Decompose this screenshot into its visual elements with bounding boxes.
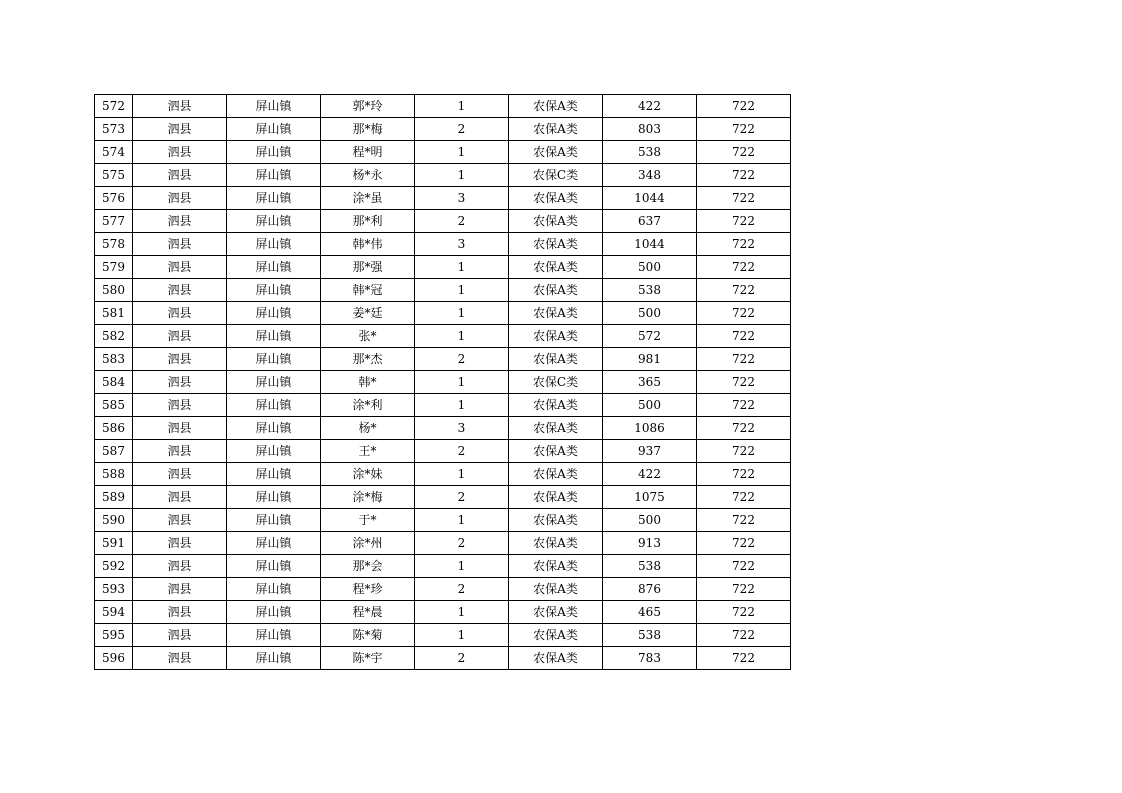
household-count-cell: 1 xyxy=(415,509,509,532)
value-cell: 722 xyxy=(697,371,791,394)
household-count-cell: 2 xyxy=(415,532,509,555)
value-cell: 722 xyxy=(697,624,791,647)
category-cell: 农保A类 xyxy=(509,509,603,532)
household-count-cell: 1 xyxy=(415,141,509,164)
row-number-cell: 579 xyxy=(95,256,133,279)
table-row xyxy=(95,233,791,256)
county-cell: 泗县 xyxy=(133,647,227,670)
category-cell: 农保A类 xyxy=(509,440,603,463)
town-cell: 屏山镇 xyxy=(227,417,321,440)
row-number-cell: 585 xyxy=(95,394,133,417)
table-row xyxy=(95,440,791,463)
county-cell: 泗县 xyxy=(133,233,227,256)
row-number-cell: 589 xyxy=(95,486,133,509)
county-cell: 泗县 xyxy=(133,302,227,325)
row-number-cell: 588 xyxy=(95,463,133,486)
name-cell: 韩* xyxy=(321,371,415,394)
value-cell: 722 xyxy=(697,118,791,141)
amount-cell: 422 xyxy=(603,95,697,118)
value-cell: 722 xyxy=(697,210,791,233)
row-number-cell: 583 xyxy=(95,348,133,371)
town-cell: 屏山镇 xyxy=(227,601,321,624)
household-count-cell: 1 xyxy=(415,302,509,325)
table-row xyxy=(95,256,791,279)
town-cell: 屏山镇 xyxy=(227,624,321,647)
amount-cell: 465 xyxy=(603,601,697,624)
value-cell: 722 xyxy=(697,601,791,624)
category-cell: 农保A类 xyxy=(509,325,603,348)
town-cell: 屏山镇 xyxy=(227,279,321,302)
amount-cell: 500 xyxy=(603,302,697,325)
category-cell: 农保A类 xyxy=(509,394,603,417)
town-cell: 屏山镇 xyxy=(227,440,321,463)
household-count-cell: 3 xyxy=(415,187,509,210)
household-count-cell: 2 xyxy=(415,578,509,601)
name-cell: 涂*利 xyxy=(321,394,415,417)
category-cell: 农保A类 xyxy=(509,463,603,486)
county-cell: 泗县 xyxy=(133,624,227,647)
household-count-cell: 1 xyxy=(415,279,509,302)
town-cell: 屏山镇 xyxy=(227,647,321,670)
county-cell: 泗县 xyxy=(133,95,227,118)
row-number-cell: 572 xyxy=(95,95,133,118)
name-cell: 那*会 xyxy=(321,555,415,578)
town-cell: 屏山镇 xyxy=(227,578,321,601)
table-row xyxy=(95,325,791,348)
town-cell: 屏山镇 xyxy=(227,509,321,532)
category-cell: 农保C类 xyxy=(509,371,603,394)
household-count-cell: 1 xyxy=(415,371,509,394)
name-cell: 郭*玲 xyxy=(321,95,415,118)
name-cell: 杨*永 xyxy=(321,164,415,187)
value-cell: 722 xyxy=(697,463,791,486)
name-cell: 杨* xyxy=(321,417,415,440)
row-number-cell: 595 xyxy=(95,624,133,647)
amount-cell: 1044 xyxy=(603,233,697,256)
county-cell: 泗县 xyxy=(133,601,227,624)
county-cell: 泗县 xyxy=(133,279,227,302)
name-cell: 姜*廷 xyxy=(321,302,415,325)
amount-cell: 937 xyxy=(603,440,697,463)
town-cell: 屏山镇 xyxy=(227,486,321,509)
category-cell: 农保A类 xyxy=(509,256,603,279)
name-cell: 涂*虽 xyxy=(321,187,415,210)
category-cell: 农保A类 xyxy=(509,302,603,325)
county-cell: 泗县 xyxy=(133,210,227,233)
name-cell: 涂*州 xyxy=(321,532,415,555)
household-count-cell: 2 xyxy=(415,647,509,670)
category-cell: 农保A类 xyxy=(509,187,603,210)
name-cell: 那*杰 xyxy=(321,348,415,371)
household-count-cell: 1 xyxy=(415,601,509,624)
value-cell: 722 xyxy=(697,164,791,187)
county-cell: 泗县 xyxy=(133,256,227,279)
amount-cell: 783 xyxy=(603,647,697,670)
amount-cell: 572 xyxy=(603,325,697,348)
household-count-cell: 1 xyxy=(415,555,509,578)
amount-cell: 913 xyxy=(603,532,697,555)
value-cell: 722 xyxy=(697,486,791,509)
table-row xyxy=(95,532,791,555)
row-number-cell: 578 xyxy=(95,233,133,256)
row-number-cell: 586 xyxy=(95,417,133,440)
town-cell: 屏山镇 xyxy=(227,463,321,486)
county-cell: 泗县 xyxy=(133,348,227,371)
value-cell: 722 xyxy=(697,440,791,463)
household-count-cell: 1 xyxy=(415,95,509,118)
row-number-cell: 587 xyxy=(95,440,133,463)
amount-cell: 365 xyxy=(603,371,697,394)
amount-cell: 348 xyxy=(603,164,697,187)
town-cell: 屏山镇 xyxy=(227,141,321,164)
town-cell: 屏山镇 xyxy=(227,555,321,578)
value-cell: 722 xyxy=(697,394,791,417)
value-cell: 722 xyxy=(697,233,791,256)
category-cell: 农保A类 xyxy=(509,210,603,233)
amount-cell: 637 xyxy=(603,210,697,233)
category-cell: 农保C类 xyxy=(509,164,603,187)
category-cell: 农保A类 xyxy=(509,233,603,256)
county-cell: 泗县 xyxy=(133,486,227,509)
household-count-cell: 2 xyxy=(415,118,509,141)
household-count-cell: 1 xyxy=(415,256,509,279)
value-cell: 722 xyxy=(697,647,791,670)
town-cell: 屏山镇 xyxy=(227,348,321,371)
category-cell: 农保A类 xyxy=(509,601,603,624)
row-number-cell: 584 xyxy=(95,371,133,394)
category-cell: 农保A类 xyxy=(509,647,603,670)
table-row xyxy=(95,601,791,624)
value-cell: 722 xyxy=(697,95,791,118)
row-number-cell: 591 xyxy=(95,532,133,555)
name-cell: 于* xyxy=(321,509,415,532)
row-number-cell: 594 xyxy=(95,601,133,624)
town-cell: 屏山镇 xyxy=(227,371,321,394)
name-cell: 陈*菊 xyxy=(321,624,415,647)
category-cell: 农保A类 xyxy=(509,624,603,647)
row-number-cell: 593 xyxy=(95,578,133,601)
county-cell: 泗县 xyxy=(133,440,227,463)
county-cell: 泗县 xyxy=(133,417,227,440)
table-row xyxy=(95,463,791,486)
row-number-cell: 577 xyxy=(95,210,133,233)
value-cell: 722 xyxy=(697,417,791,440)
category-cell: 农保A类 xyxy=(509,532,603,555)
name-cell: 涂*梅 xyxy=(321,486,415,509)
amount-cell: 422 xyxy=(603,463,697,486)
town-cell: 屏山镇 xyxy=(227,532,321,555)
row-number-cell: 596 xyxy=(95,647,133,670)
value-cell: 722 xyxy=(697,325,791,348)
table-row xyxy=(95,95,791,118)
amount-cell: 538 xyxy=(603,624,697,647)
county-cell: 泗县 xyxy=(133,141,227,164)
value-cell: 722 xyxy=(697,279,791,302)
value-cell: 722 xyxy=(697,578,791,601)
name-cell: 程*珍 xyxy=(321,578,415,601)
county-cell: 泗县 xyxy=(133,164,227,187)
category-cell: 农保A类 xyxy=(509,348,603,371)
name-cell: 程*明 xyxy=(321,141,415,164)
county-cell: 泗县 xyxy=(133,578,227,601)
household-count-cell: 3 xyxy=(415,417,509,440)
household-count-cell: 2 xyxy=(415,348,509,371)
county-cell: 泗县 xyxy=(133,394,227,417)
county-cell: 泗县 xyxy=(133,118,227,141)
household-count-cell: 2 xyxy=(415,440,509,463)
table-row xyxy=(95,394,791,417)
value-cell: 722 xyxy=(697,348,791,371)
household-count-cell: 1 xyxy=(415,164,509,187)
value-cell: 722 xyxy=(697,302,791,325)
row-number-cell: 576 xyxy=(95,187,133,210)
table-row xyxy=(95,164,791,187)
name-cell: 涂*妹 xyxy=(321,463,415,486)
town-cell: 屏山镇 xyxy=(227,187,321,210)
table-row xyxy=(95,348,791,371)
table-row xyxy=(95,624,791,647)
amount-cell: 538 xyxy=(603,279,697,302)
table-row xyxy=(95,647,791,670)
table-row xyxy=(95,210,791,233)
county-cell: 泗县 xyxy=(133,187,227,210)
table-row xyxy=(95,141,791,164)
county-cell: 泗县 xyxy=(133,532,227,555)
name-cell: 那*利 xyxy=(321,210,415,233)
category-cell: 农保A类 xyxy=(509,279,603,302)
table-row xyxy=(95,417,791,440)
value-cell: 722 xyxy=(697,256,791,279)
row-number-cell: 592 xyxy=(95,555,133,578)
table-row xyxy=(95,302,791,325)
town-cell: 屏山镇 xyxy=(227,233,321,256)
value-cell: 722 xyxy=(697,532,791,555)
household-count-cell: 2 xyxy=(415,210,509,233)
table-row xyxy=(95,371,791,394)
amount-cell: 1086 xyxy=(603,417,697,440)
name-cell: 那*梅 xyxy=(321,118,415,141)
table-row xyxy=(95,187,791,210)
row-number-cell: 590 xyxy=(95,509,133,532)
household-count-cell: 3 xyxy=(415,233,509,256)
household-count-cell: 1 xyxy=(415,463,509,486)
table-row xyxy=(95,509,791,532)
value-cell: 722 xyxy=(697,187,791,210)
county-cell: 泗县 xyxy=(133,509,227,532)
table-row xyxy=(95,555,791,578)
amount-cell: 981 xyxy=(603,348,697,371)
town-cell: 屏山镇 xyxy=(227,118,321,141)
county-cell: 泗县 xyxy=(133,463,227,486)
household-count-cell: 2 xyxy=(415,486,509,509)
table-body xyxy=(95,95,791,670)
row-number-cell: 581 xyxy=(95,302,133,325)
name-cell: 韩*伟 xyxy=(321,233,415,256)
table-row xyxy=(95,486,791,509)
value-cell: 722 xyxy=(697,509,791,532)
town-cell: 屏山镇 xyxy=(227,95,321,118)
town-cell: 屏山镇 xyxy=(227,302,321,325)
table-row xyxy=(95,118,791,141)
name-cell: 韩*冠 xyxy=(321,279,415,302)
amount-cell: 803 xyxy=(603,118,697,141)
category-cell: 农保A类 xyxy=(509,486,603,509)
name-cell: 王* xyxy=(321,440,415,463)
amount-cell: 538 xyxy=(603,141,697,164)
amount-cell: 500 xyxy=(603,256,697,279)
town-cell: 屏山镇 xyxy=(227,394,321,417)
town-cell: 屏山镇 xyxy=(227,256,321,279)
row-number-cell: 575 xyxy=(95,164,133,187)
town-cell: 屏山镇 xyxy=(227,325,321,348)
table-row xyxy=(95,578,791,601)
name-cell: 陈*宇 xyxy=(321,647,415,670)
category-cell: 农保A类 xyxy=(509,95,603,118)
value-cell: 722 xyxy=(697,141,791,164)
amount-cell: 500 xyxy=(603,394,697,417)
row-number-cell: 574 xyxy=(95,141,133,164)
category-cell: 农保A类 xyxy=(509,417,603,440)
name-cell: 张* xyxy=(321,325,415,348)
category-cell: 农保A类 xyxy=(509,141,603,164)
town-cell: 屏山镇 xyxy=(227,210,321,233)
name-cell: 程*晨 xyxy=(321,601,415,624)
amount-cell: 500 xyxy=(603,509,697,532)
category-cell: 农保A类 xyxy=(509,578,603,601)
amount-cell: 876 xyxy=(603,578,697,601)
town-cell: 屏山镇 xyxy=(227,164,321,187)
household-count-cell: 1 xyxy=(415,624,509,647)
value-cell: 722 xyxy=(697,555,791,578)
table-row xyxy=(95,279,791,302)
row-number-cell: 580 xyxy=(95,279,133,302)
county-cell: 泗县 xyxy=(133,555,227,578)
data-table xyxy=(94,94,791,670)
household-count-cell: 1 xyxy=(415,325,509,348)
household-count-cell: 1 xyxy=(415,394,509,417)
row-number-cell: 573 xyxy=(95,118,133,141)
row-number-cell: 582 xyxy=(95,325,133,348)
category-cell: 农保A类 xyxy=(509,118,603,141)
amount-cell: 1044 xyxy=(603,187,697,210)
amount-cell: 1075 xyxy=(603,486,697,509)
county-cell: 泗县 xyxy=(133,325,227,348)
category-cell: 农保A类 xyxy=(509,555,603,578)
county-cell: 泗县 xyxy=(133,371,227,394)
name-cell: 那*强 xyxy=(321,256,415,279)
amount-cell: 538 xyxy=(603,555,697,578)
